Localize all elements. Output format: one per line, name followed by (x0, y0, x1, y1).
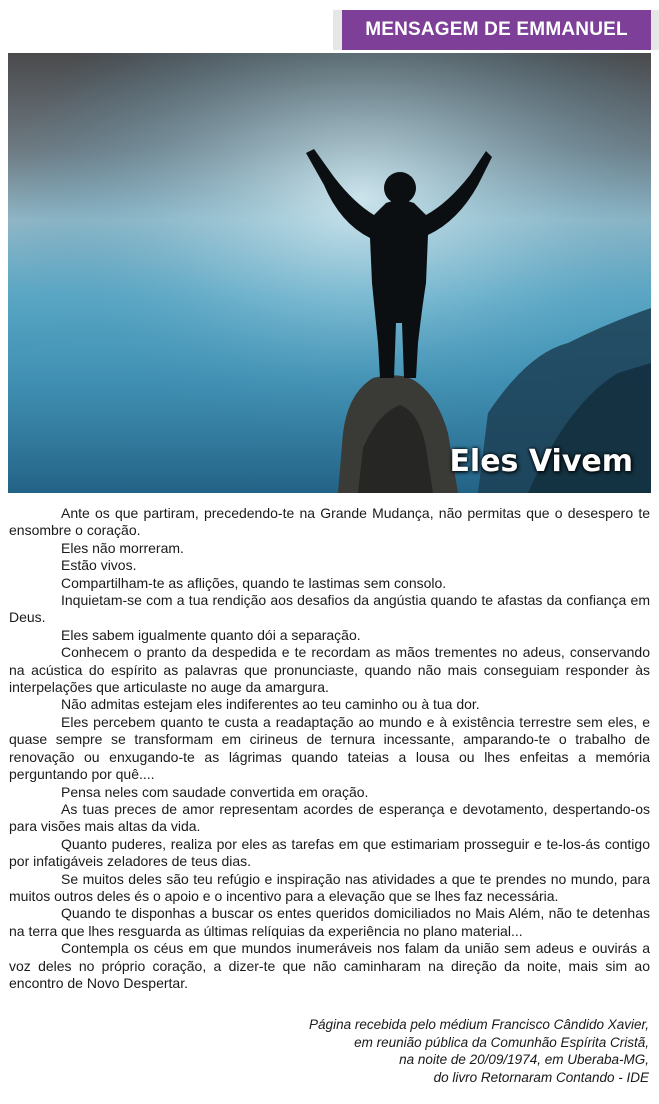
source-credit (249, 1016, 649, 1086)
hero-image (8, 53, 651, 493)
paragraph: Estão vivos. (61, 557, 137, 574)
paragraph: Contempla os céus em que mundos inumeráveis nos falam da união sem adeus e ouvirás a voz deles no próprio coração, a dizer-te que não caminharam na direção da noite, mais sim ao encontro de Novo Despertar. (9, 940, 650, 991)
paragraph: Eles não morreram. (61, 539, 184, 556)
section-title: MENSAGEM DE EMMANUEL (342, 10, 651, 50)
credit-line: na noite de 20/09/1974, em Uberaba-MG, (399, 1052, 649, 1067)
paragraph: Compartilham-te as aflições, quando te lastimas sem consolo. (61, 574, 447, 591)
paragraph: As tuas preces de amor representam acordes de esperança e devotamento, despertando-os para visões mais altas da vida. (9, 800, 650, 835)
hero-title: Eles Vivem (449, 444, 633, 479)
silhouette-illustration (8, 53, 651, 493)
paragraph: Inquietam-se com a tua rendição aos desafios da angústia quando te afastas da confiança em Deus. (9, 592, 650, 626)
paragraph: Quando te disponhas a buscar os entes queridos domiciliados no Mais Além, não te detenhas na terra que lhes resguarda as últimas relíquias da experiência no plano material... (9, 905, 650, 939)
credit-line: em reunião pública da Comunhão Espírita Cristã, (354, 1034, 649, 1050)
credit-line: Página recebida pelo médium Francisco Cândido Xavier, (309, 1017, 649, 1032)
paragraph: Quanto puderes, realiza por eles as tarefas em que estimariam prosseguir e te-los-ás contigo por infatigáveis zeladores de teus dias. (9, 835, 650, 870)
message-body (9, 505, 650, 992)
paragraph: Eles sabem igualmente quanto dói a separação. (61, 626, 361, 643)
paragraph: Se muitos deles são teu refúgio e inspiração nas atividades a que te prendes no mundo, para muitos outros deles és o apoio e o incentivo para a elevação que se lhes faz necessária. (9, 870, 650, 904)
credit-line: do livro Retornaram Contando - IDE (433, 1069, 649, 1085)
paragraph: Ante os que partiram, precedendo-te na Grande Mudança, não permitas que o desespero te ensombre o coração. (9, 505, 650, 539)
paragraph: Eles percebem quanto te custa a readaptação ao mundo e à existência terrestre sem eles, e quase sempre se transformam em cirineus de ternura incessante, amparando-te o trabalho de renovação ou enxugando-te as lágrimas quando tateias a lousa ou lhes enfeitas a memória perguntando por quê.... (9, 713, 650, 783)
paragraph: Conhecem o pranto da despedida e te recordam as mãos trementes no adeus, conservando na acústica do espírito as palavras que pronunciaste, quando não mais conseguiam responder às interpelações que articulaste no auge da amargura. (9, 644, 650, 696)
paragraph: Pensa neles com saudade convertida em oração. (61, 783, 369, 800)
paragraph: Não admitas estejam eles indiferentes ao teu caminho ou à tua dor. (61, 696, 480, 713)
